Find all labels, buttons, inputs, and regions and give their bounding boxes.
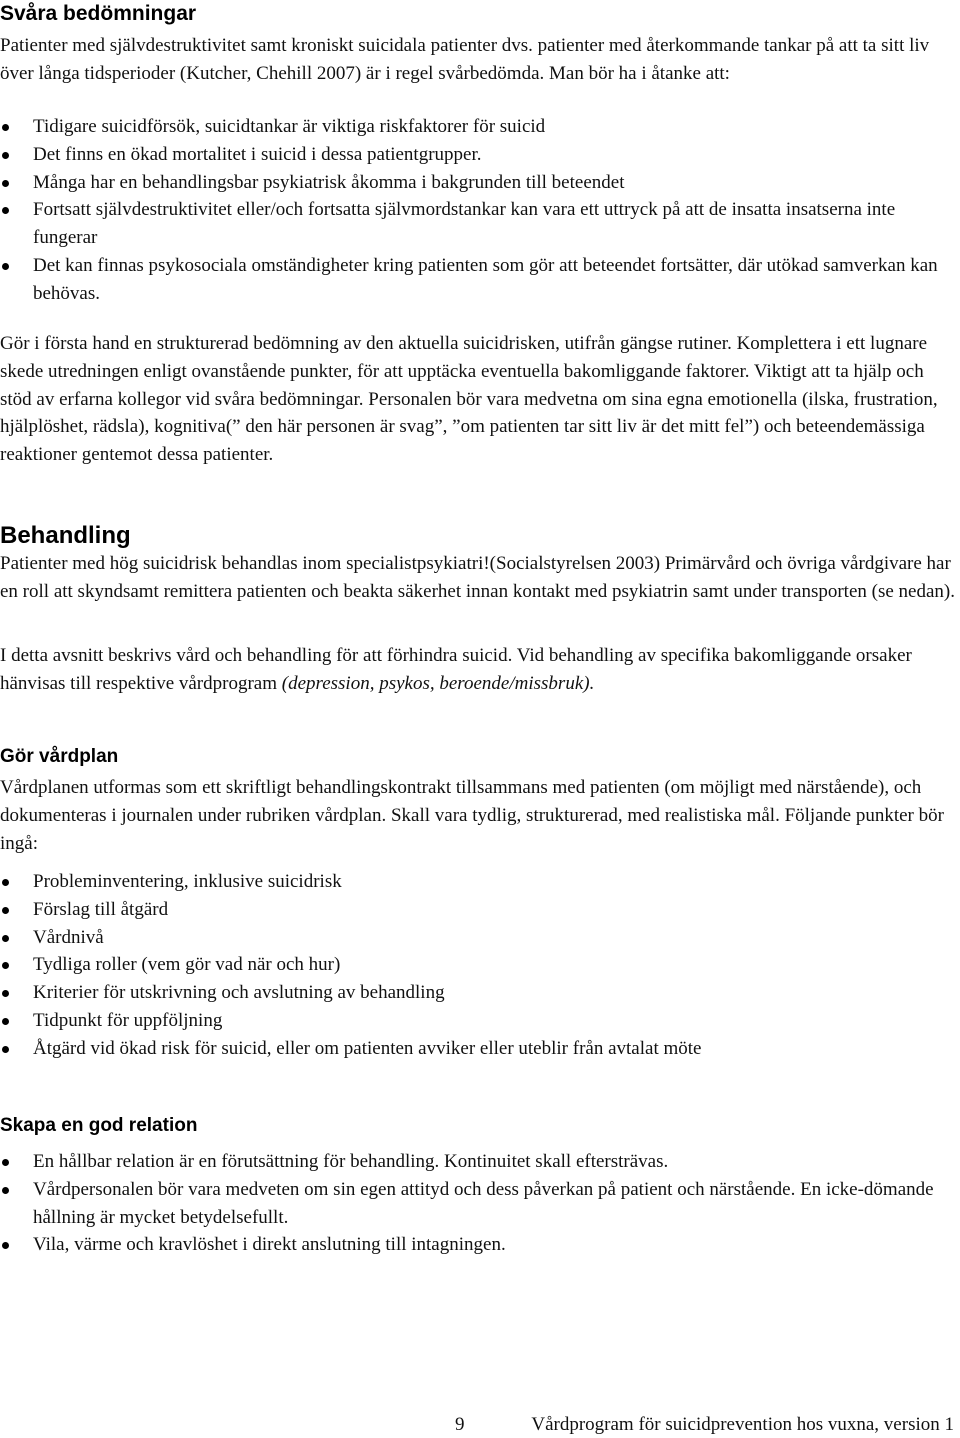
- bullet-icon: [2, 207, 9, 214]
- heading-behandling: Behandling: [0, 522, 131, 549]
- list-item: Vårdpersonalen bör vara medveten om sin egen attityd och dess påverkan på patient och närstående. En icke-dömande hållning är mycket betydelsefullt.: [0, 1176, 960, 1232]
- heading-svara-bedomningar: Svåra bedömningar: [0, 2, 197, 25]
- svara-paragraph-block: [0, 330, 960, 469]
- list-item: Kriterier för utskrivning och avslutning av behandling: [0, 979, 960, 1007]
- bullet-icon: [2, 1187, 9, 1194]
- svara-paragraph: Gör i första hand en strukturerad bedömning av den aktuella suicidrisken, utifrån gängse rutiner. Komplettera i ett lugnare skede utredningen enligt ovanstående punkter, för att upptäcka eventuella bakomliggande faktorer. Viktigt att ta hjälp och stöd av erfarna kollegor vid svåra bedömningar. Personalen bör vara medvetna om sina egna emotionella (ilska, frustration, hjälplöshet, rädsla), kognitiva(” den här personen är svag”, ”om patienten tar sitt liv är det mitt fel”) och beteendemässiga reaktioner gentemot dessa patienter.: [0, 333, 938, 466]
- list-item: Åtgärd vid ökad risk för suicid, eller om patienten avviker eller uteblir från avtalat möte: [0, 1035, 960, 1063]
- section-skapa-relation: [0, 1114, 960, 1138]
- svara-bullet-list: [0, 113, 960, 308]
- heading-gor-vardplan: Gör vårdplan: [0, 746, 119, 767]
- behandling-para2-block: [0, 642, 960, 698]
- bullet-icon: [2, 990, 9, 997]
- list-item: Probleminventering, inklusive suicidrisk: [0, 868, 960, 896]
- page-footer: [0, 1414, 960, 1438]
- behandling-paragraph-1: Patienter med hög suicidrisk behandlas inom specialistpsykiatri!(Socialstyrelsen 2003) Primärvård och övriga vårdgivare har en roll att skyndsamt remittera patienten och beakta säkerhet innan kontakt med psykiatrin samt under transporten (se nedan).: [0, 553, 955, 602]
- vardplan-paragraph: Vårdplanen utformas som ett skriftligt behandlingskontrakt tillsammans med patienten (om möjligt med närstående), och dokumenteras i journalen under rubriken vårdplan. Skall vara tydlig, strukturerad, med realistiska mål. Följande punkter bör ingå:: [0, 777, 944, 854]
- relation-bullet-list: [0, 1148, 960, 1259]
- list-item: Det finns en ökad mortalitet i suicid i dessa patientgrupper.: [0, 141, 960, 169]
- list-item: En hållbar relation är en förutsättning för behandling. Kontinuitet skall eftersträvas.: [0, 1148, 960, 1176]
- bullet-icon: [2, 1159, 9, 1166]
- list-item: Många har en behandlingsbar psykiatrisk åkomma i bakgrunden till beteendet: [0, 169, 960, 197]
- list-item: Fortsatt självdestruktivitet eller/och fortsatta självmordstankar kan vara ett uttryck på att de insatta insatserna inte fungerar: [0, 196, 960, 252]
- bullet-icon: [2, 962, 9, 969]
- svara-intro: Patienter med självdestruktivitet samt kroniskt suicidala patienter dvs. patienter med återkommande tankar på att ta sitt liv över långa tidsperioder (Kutcher, Chehill 2007) är i regel svårbedömda. Man bör ha i åtanke att:: [0, 35, 930, 84]
- list-item: Tydliga roller (vem gör vad när och hur): [0, 951, 960, 979]
- list-item: Vårdnivå: [0, 924, 960, 952]
- svara-intro-block: [0, 32, 960, 88]
- behandling-para1-block: [0, 550, 960, 606]
- bullet-icon: [2, 1018, 9, 1025]
- bullet-icon: [2, 1242, 9, 1249]
- bullet-icon: [2, 879, 9, 886]
- bullet-icon: [2, 935, 9, 942]
- vardplan-paragraph-block: [0, 774, 960, 857]
- behandling-paragraph-2: I detta avsnitt beskrivs vård och behandling för att förhindra suicid. Vid behandling av specifika bakomliggande orsaker hänvisas till respektive vårdprogram (depression, psykos, beroende/missbruk).: [0, 645, 912, 694]
- bullet-icon: [2, 1046, 9, 1053]
- bullet-icon: [2, 180, 9, 187]
- footer-title: Vårdprogram för suicidprevention hos vuxna, version 1: [531, 1414, 954, 1435]
- bullet-icon: [2, 152, 9, 159]
- bullet-icon: [2, 263, 9, 270]
- bullet-icon: [2, 124, 9, 131]
- vardplan-bullet-list: [0, 868, 960, 1063]
- list-item: Tidigare suicidförsök, suicidtankar är viktiga riskfaktorer för suicid: [0, 113, 960, 141]
- section-behandling: [0, 521, 960, 551]
- heading-skapa-relation: Skapa en god relation: [0, 1115, 198, 1136]
- list-item: Tidpunkt för uppföljning: [0, 1007, 960, 1035]
- list-item: Förslag till åtgärd: [0, 896, 960, 924]
- list-item: Det kan finnas psykosociala omständigheter kring patienten som gör att beteendet fortsätter, där utökad samverkan kan behövas.: [0, 252, 960, 308]
- section-svara-bedomningar: [0, 1, 960, 27]
- list-item: Vila, värme och kravlöshet i direkt anslutning till intagningen.: [0, 1231, 960, 1259]
- page-number: 9: [455, 1414, 465, 1435]
- section-gor-vardplan: [0, 745, 960, 769]
- behandling-italic-note: (depression, psykos, beroende/missbruk).: [281, 672, 595, 694]
- bullet-icon: [2, 907, 9, 914]
